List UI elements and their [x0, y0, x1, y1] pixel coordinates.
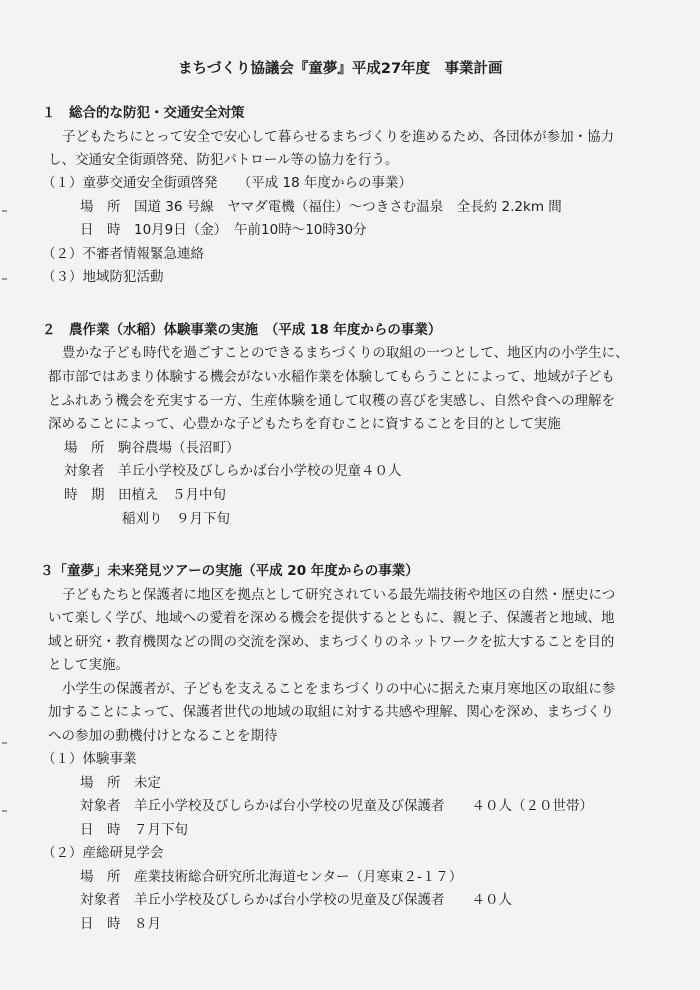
- list-item: （１）体験事業: [42, 751, 137, 767]
- binding-hole-mark: [2, 810, 7, 812]
- paragraph-line: 都市部ではあまり体験する機会がない水稲作業を体験してもらうことによって、地域が子ども: [48, 369, 615, 385]
- detail-line: 対象者 羊丘小学校及びしらかば台小学校の児童及び保護者 ４０人（２０世帯）: [80, 798, 593, 814]
- paragraph-line: 豊かな子ども時代を過ごすことのできるまちづくりの取組の一つとして、地区内の小学生に、: [62, 345, 629, 361]
- paragraph-line: し、交通安全街頭啓発、防犯パトロール等の協力を行う。: [48, 152, 399, 168]
- paragraph-line: として実施。: [48, 657, 129, 673]
- paragraph-line: 域と研究・教育機関などの間の交流を深め、まちづくりのネットワークを拡大することを目的: [48, 634, 615, 650]
- detail-line: 対象者 羊丘小学校及びしらかば台小学校の児童及び保護者 ４０人: [80, 892, 512, 908]
- paragraph-line: いて楽しく学び、地域への愛着を深める機会を提供するとともに、親と子、保護者と地域、地: [48, 610, 615, 626]
- list-item: （１）童夢交通安全街頭啓発 （平成 18 年度からの事業）: [42, 175, 413, 191]
- section-heading: ２ 農作業（水稲）体験事業の実施 （平成 18 年度からの事業）: [42, 322, 442, 338]
- binding-hole-mark: [2, 278, 7, 280]
- paragraph-line: への参加の動機付けとなることを期待: [48, 728, 278, 744]
- list-item: （２）産総研見学会: [42, 845, 164, 861]
- detail-line: 稲刈り ９月下旬: [122, 511, 230, 527]
- detail-line: 日 時 10月9日（金） 午前10時～10時30分: [80, 222, 367, 238]
- paragraph-line: 小学生の保護者が、子どもを支えることをまちづくりの中心に据えた東月寒地区の取組に参: [62, 681, 616, 697]
- section-heading: １ 総合的な防犯・交通安全対策: [42, 105, 245, 121]
- detail-line: 対象者 羊丘小学校及びしらかば台小学校の児童４０人: [64, 463, 402, 479]
- binding-hole-mark: [2, 742, 7, 744]
- detail-line: 日 時 ７月下旬: [80, 822, 188, 838]
- detail-line: 日 時 ８月: [80, 916, 161, 932]
- paragraph-line: 子どもたちと保護者に地区を拠点として研究されている最先端技術や地区の自然・歴史につ: [62, 587, 616, 603]
- binding-hole-mark: [2, 210, 7, 212]
- section-heading: ３「童夢」未来発見ツアーの実施（平成 20 年度からの事業）: [40, 563, 419, 579]
- detail-line: 場 所 産業技術総合研究所北海道センター（月寒東２-１７）: [80, 869, 463, 885]
- detail-line: 時 期 田植え ５月中旬: [64, 487, 226, 503]
- detail-line: 場 所 駒谷農場（長沼町）: [64, 440, 240, 456]
- detail-line: 場 所 未定: [80, 775, 161, 791]
- list-item: （２）不審者情報緊急連絡: [42, 246, 204, 262]
- list-item: （３）地域防犯活動: [42, 269, 164, 285]
- paragraph-line: 加することによって、保護者世代の地域の取組に対する共感や理解、関心を深め、まちづくり: [48, 704, 615, 720]
- page-title: まちづくり協議会『童夢』平成27年度 事業計画: [178, 61, 503, 77]
- paragraph-line: 深めることによって、心豊かな子どもたちを育むことに資することを目的として実施: [48, 416, 561, 432]
- paragraph-line: とふれあう機会を充実する一方、生産体験を通して収穫の喜びを実感し、自然や食への理解を: [48, 393, 615, 409]
- paragraph-line: 子どもたちにとって安全で安心して暮らせるまちづくりを進めるため、各団体が参加・協力: [62, 129, 615, 145]
- detail-line: 場 所 国道 36 号線 ヤマダ電機（福住）～つきさむ温泉 全長約 2.2km 間: [80, 199, 562, 215]
